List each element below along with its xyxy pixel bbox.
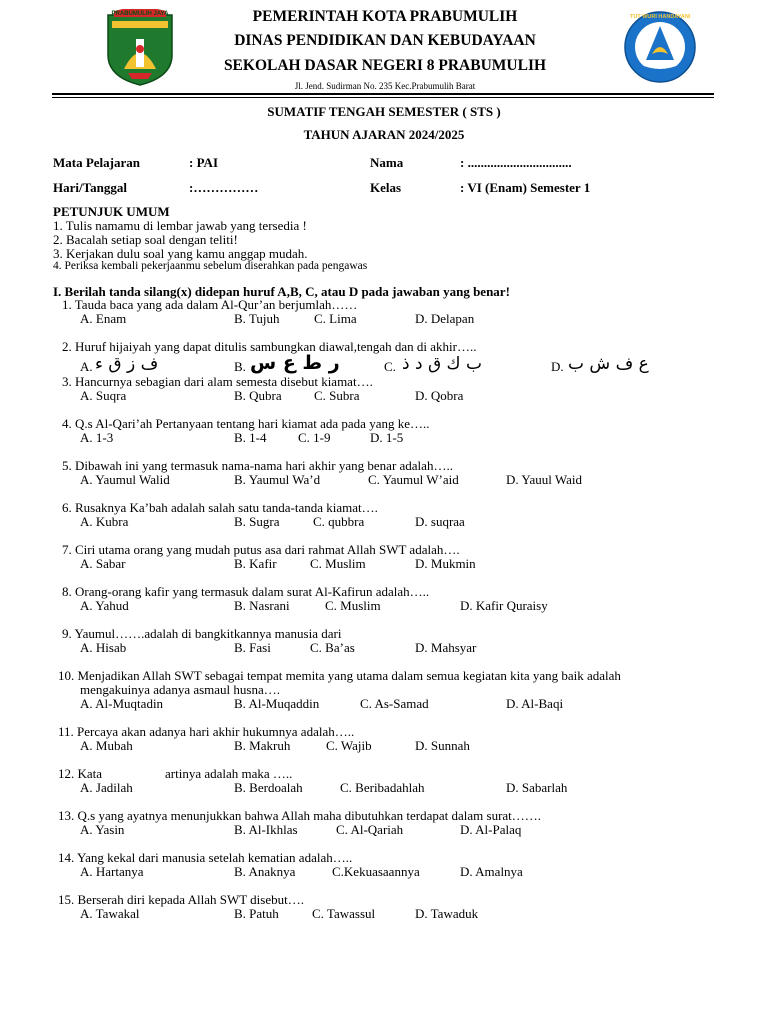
option-b[interactable]: B. Patuh <box>234 906 279 921</box>
option-d[interactable]: D. Yauul Waid <box>506 472 583 487</box>
date-field[interactable]: :…………… <box>189 180 259 195</box>
tut-wuri-handayani-text: TUT WURI HANDAYANI <box>630 14 691 20</box>
exam-year: TAHUN AJARAN 2024/2025 <box>303 127 465 142</box>
option-a[interactable]: A. Sabar <box>80 556 126 571</box>
option-b[interactable]: B. Qubra <box>234 388 282 403</box>
option-d[interactable]: D. Tawaduk <box>415 906 479 921</box>
option-c[interactable]: C. Subra <box>314 388 360 403</box>
option-a[interactable]: A. Suqra <box>80 388 127 403</box>
instruction-item: 3. Kerjakan dulu soal yang kamu anggap mudah. <box>53 246 308 261</box>
instruction-item: 2. Bacalah setiap soal dengan teliti! <box>53 232 238 247</box>
option-d[interactable]: D. Sabarlah <box>506 780 568 795</box>
option-b[interactable]: B. Berdoalah <box>234 780 303 795</box>
option-c[interactable]: C. Wajib <box>326 738 372 753</box>
question-text: 3. Hancurnya sebagian dari alam semesta disebut kiamat…. <box>62 374 373 389</box>
option-c[interactable]: C. <box>384 359 396 374</box>
option-c[interactable]: C. Ba’as <box>310 640 355 655</box>
question-text: 11. Percaya akan adanya hari akhir hukumnya adalah….. <box>58 724 355 739</box>
option-b[interactable]: B. 1-4 <box>234 430 267 445</box>
city-emblem-logo <box>104 9 176 87</box>
option-c[interactable]: C. Yaumul W’aid <box>368 472 459 487</box>
instruction-item: 1. Tulis namamu di lembar jawab yang tersedia ! <box>53 218 307 233</box>
option-b[interactable]: B. Makruh <box>234 738 291 753</box>
option-d[interactable]: D. Mukmin <box>415 556 476 571</box>
option-c[interactable]: C.Kekuasaannya <box>332 864 420 879</box>
class-label: Kelas <box>370 180 402 195</box>
government-name: PEMERINTAH KOTA PRABUMULIH <box>252 8 518 25</box>
question-text: 13. Q.s yang ayatnya menunjukkan bahwa Allah maha dibutuhkan terdapat dalam surat……. <box>58 808 542 823</box>
option-d[interactable]: D. <box>551 359 564 374</box>
option-d[interactable]: D. Al-Baqi <box>506 696 564 711</box>
option-b-arabic: ر ط ع س <box>250 352 340 374</box>
option-a[interactable]: A. Hisab <box>80 640 127 655</box>
option-c[interactable]: C. Al-Qariah <box>336 822 404 837</box>
name-label: Nama <box>370 155 404 170</box>
option-d-arabic: ع ف ش ب <box>568 354 649 374</box>
option-d[interactable]: D. Al-Palaq <box>460 822 522 837</box>
date-label: Hari/Tanggal <box>53 180 127 195</box>
option-a[interactable]: A. Tawakal <box>80 906 140 921</box>
question-text: 7. Ciri utama orang yang mudah putus asa dari rahmat Allah SWT adalah…. <box>62 542 460 557</box>
instructions-heading: PETUNJUK UMUM <box>53 204 170 219</box>
option-b[interactable]: B. Tujuh <box>234 311 280 326</box>
option-d[interactable]: D. Mahsyar <box>415 640 477 655</box>
instruction-item: 4. Periksa kembali pekerjaanmu sebelum diserahkan pada pengawas <box>53 260 368 272</box>
option-c[interactable]: C. Tawassul <box>312 906 376 921</box>
school-name: SEKOLAH DASAR NEGERI 8 PRABUMULIH <box>223 57 547 74</box>
question-text: 8. Orang-orang kafir yang termasuk dalam surat Al-Kafirun adalah….. <box>62 584 430 599</box>
subject-label: Mata Pelajaran <box>53 155 141 170</box>
question-text: 6. Rusaknya Ka’bah adalah salah satu tanda-tanda kiamat…. <box>62 500 378 515</box>
subject-value: : PAI <box>189 155 219 170</box>
option-b[interactable]: B. Al-Muqaddin <box>234 696 320 711</box>
option-b[interactable]: B. Fasi <box>234 640 271 655</box>
option-c[interactable]: C. Lima <box>314 311 357 326</box>
question-text: 10. Menjadikan Allah SWT sebagai tempat memita yang utama dalam semua kegiatan kita yang baik adalah <box>58 668 621 683</box>
option-d[interactable]: D. Amalnya <box>460 864 523 879</box>
header-divider-thick <box>52 93 714 95</box>
question-text-continued: mengakuinya adanya asmaul husna…. <box>80 682 280 697</box>
option-d[interactable]: D. 1-5 <box>370 430 404 445</box>
option-a[interactable]: A. <box>80 359 93 374</box>
option-a-arabic: ف ز ق ء <box>95 354 159 374</box>
option-a[interactable]: A. 1-3 <box>80 430 114 445</box>
option-d[interactable]: D. Sunnah <box>415 738 470 753</box>
option-a[interactable]: A. Mubah <box>80 738 133 753</box>
option-d[interactable]: D. suqraa <box>415 514 465 529</box>
option-a[interactable]: A. Enam <box>80 311 127 326</box>
option-b[interactable]: B. Anaknya <box>234 864 296 879</box>
option-b[interactable]: B. Kafir <box>234 556 277 571</box>
section-title: I. Berilah tanda silang(x) didepan huruf A,B, C, atau D pada jawaban yang benar! <box>53 284 510 299</box>
option-b[interactable]: B. <box>234 359 246 374</box>
school-address: Jl. Jend. Sudirman No. 235 Kec.Prabumulih Barat <box>294 81 476 91</box>
question-text: 4. Q.s Al-Qari’ah Pertanyaan tentang hari kiamat ada pada yang ke….. <box>62 416 430 431</box>
question-text: 2. Huruf hijaiyah yang dapat ditulis sambungkan diawal,tengah dan di akhir….. <box>62 339 477 354</box>
option-c[interactable]: C. 1-9 <box>298 430 331 445</box>
option-c[interactable]: C. Muslim <box>325 598 381 613</box>
question-text: 12. Kata <box>58 766 103 781</box>
option-a[interactable]: A. Yahud <box>80 598 129 613</box>
option-c[interactable]: C. Beribadahlah <box>340 780 425 795</box>
tut-wuri-handayani-logo <box>620 10 700 84</box>
question-text: 14. Yang kekal dari manusia setelah kematian adalah….. <box>58 850 353 865</box>
city-emblem-text: PRABUMULIH JAYA <box>111 11 169 17</box>
question-text: 15. Berserah diri kepada Allah SWT disebut…. <box>58 892 304 907</box>
header-divider-thin <box>52 97 714 98</box>
question-text: 1. Tauda baca yang ada dalam Al-Qur’an berjumlah…… <box>62 297 358 312</box>
option-a[interactable]: A. Jadilah <box>80 780 133 795</box>
name-field[interactable]: : ................................ <box>460 155 572 170</box>
option-c[interactable]: C. Muslim <box>310 556 366 571</box>
option-b[interactable]: B. Nasrani <box>234 598 290 613</box>
option-a[interactable]: A. Yaumul Walid <box>80 472 170 487</box>
exam-title: SUMATIF TENGAH SEMESTER ( STS ) <box>267 104 501 119</box>
department-name: DINAS PENDIDIKAN DAN KEBUDAYAAN <box>234 32 536 49</box>
question-text: 5. Dibawah ini yang termasuk nama-nama hari akhir yang benar adalah….. <box>62 458 453 473</box>
option-b[interactable]: B. Al-Ikhlas <box>234 822 298 837</box>
question-text-tail: artinya adalah maka ….. <box>165 766 293 781</box>
option-c[interactable]: C. qubbra <box>313 514 365 529</box>
option-d[interactable]: D. Delapan <box>415 311 475 326</box>
option-d[interactable]: D. Kafir Quraisy <box>460 598 548 613</box>
class-value: : VI (Enam) Semester 1 <box>460 180 591 195</box>
option-c[interactable]: C. As-Samad <box>360 696 429 711</box>
option-a[interactable]: A. Al-Muqtadin <box>80 696 164 711</box>
option-a[interactable]: A. Yasin <box>80 822 125 837</box>
option-b[interactable]: B. Yaumul Wa’d <box>234 472 321 487</box>
option-a[interactable]: A. Hartanya <box>80 864 144 879</box>
option-b[interactable]: B. Sugra <box>234 514 280 529</box>
option-a[interactable]: A. Kubra <box>80 514 129 529</box>
option-d[interactable]: D. Qobra <box>415 388 464 403</box>
option-c-arabic: ب ك ق د ذ <box>402 354 482 374</box>
question-text: 9. Yaumul…….adalah di bangkitkannya manusia dari <box>62 626 342 641</box>
